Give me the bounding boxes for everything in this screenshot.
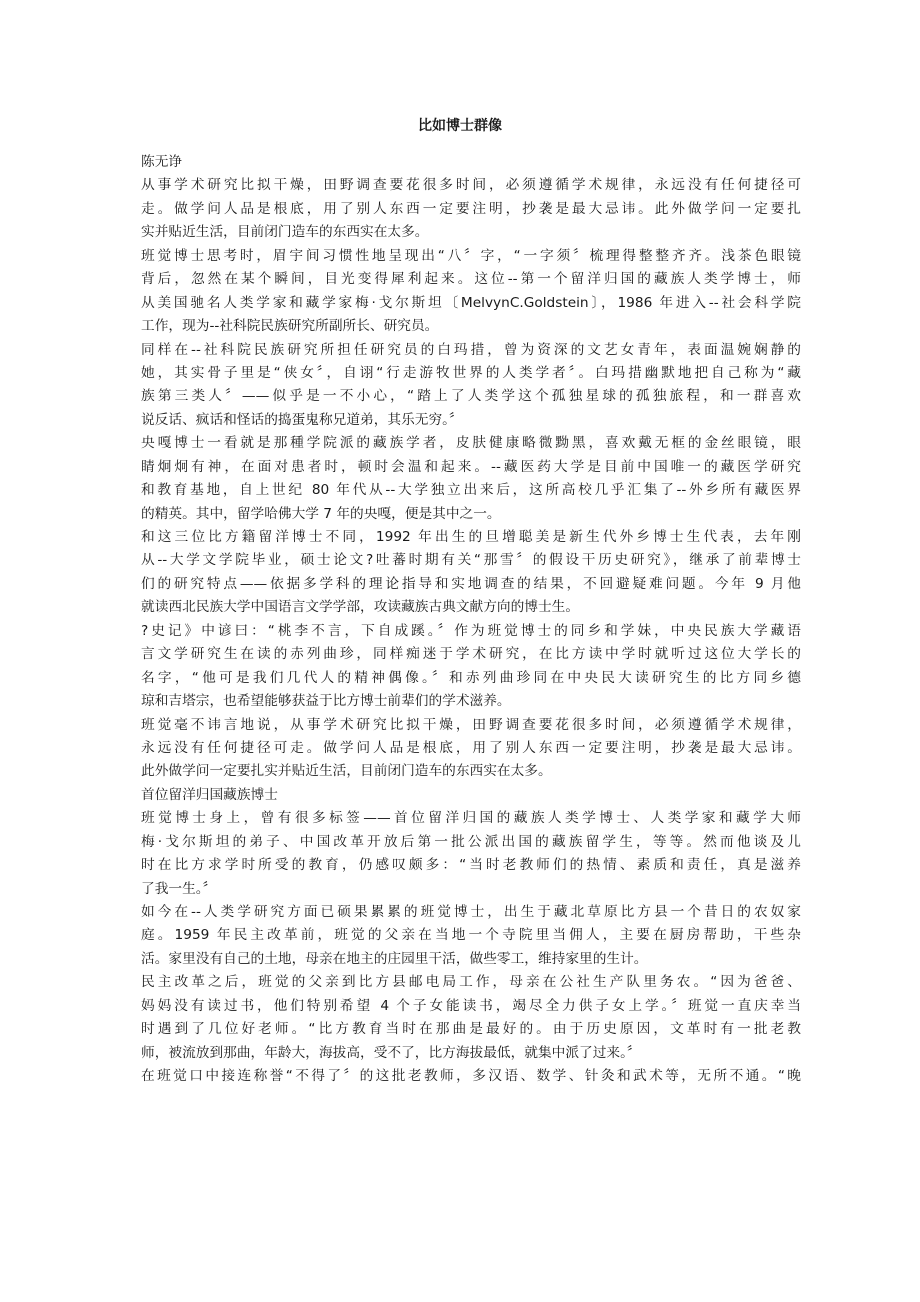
paragraph-line: 从美国驰名人类学家和藏学家梅·戈尔斯坦〔MelvynC.Goldstein〕，1986 年进入--社会科学院 (141, 294, 801, 311)
paragraph-line: 班觉毫不讳言地说，从事学术研究比拟干燥，田野调查要花很多时间，必须遵循学术规律， (141, 716, 801, 733)
paragraph-line: 班觉博士思考时，眉宇间习惯性地呈现出“八〞字，“一字须〞梳理得整整齐齐。浅茶色眼镜 (141, 247, 801, 264)
paragraph-line: 从事学术研究比拟干燥，田野调查要花很多时间，必须遵循学术规律，永远没有任何捷径可 (141, 177, 801, 194)
paragraph-line: 睛炯炯有神，在面对患者时，顿时会温和起来。--藏医药大学是目前中国唯一的藏医学研究 (141, 458, 801, 475)
paragraph-line: 说反话、疯话和怪话的捣蛋鬼称兄道弟，其乐无穷。〞 (141, 411, 463, 428)
paragraph-line: ?史记》中谚曰：“桃李不言，下自成蹊。〞作为班觉博士的同乡和学妹，中央民族大学藏语 (141, 622, 801, 639)
paragraph-line: 名字，“他可是我们几代人的精神偶像。〞和赤列曲珍同在中央民大读研究生的比方同乡德 (141, 669, 801, 686)
paragraph-line: 庭。1959 年民主改革前，班觉的父亲在当地一个寺院里当佣人，主要在厨房帮助，干些杂 (141, 927, 801, 944)
paragraph-line: 背后，忽然在某个瞬间，目光变得犀利起来。这位--第一个留洋归国的藏族人类学博士，师 (141, 271, 801, 288)
paragraph-line: 活。家里没有自己的土地，母亲在地主的庄园里干活，做些零工，维持家里的生计。 (141, 950, 648, 967)
paragraph-line: 永远没有任何捷径可走。做学问人品是根底，用了别人东西一定要注明，抄袭是最大忌讳。 (141, 739, 801, 756)
paragraph-line: 工作，现为--社科院民族研究所副所长、研究员。 (141, 318, 439, 335)
paragraph-line: 琼和吉塔宗，也希望能够获益于比方博士前辈们的学术滋养。 (141, 693, 511, 710)
paragraph-line: 梅·戈尔斯坦的弟子、中国改革开放后第一批公派出国的藏族留学生，等等。然而他谈及儿 (141, 833, 801, 850)
author-line: 陈无诤 (141, 154, 183, 170)
paragraph-line: 的精英。其中，留学哈佛大学 7 年的央嘎，便是其中之一。 (141, 505, 501, 522)
paragraph-line: 走。做学问人品是根底，用了别人东西一定要注明，抄袭是最大忌讳。此外做学问一定要扎 (141, 200, 801, 217)
paragraph-line: 时在比方求学时所受的教育，仍感叹颇多：“当时老教师们的热情、素质和责任，真是滋养 (141, 857, 801, 874)
paragraph-line: 央嘎博士一看就是那種学院派的藏族学者，皮肤健康略微黝黑，喜欢戴无框的金丝眼镜，眼 (141, 435, 801, 452)
paragraph-line: 实并贴近生活，目前闭门造车的东西实在太多。 (141, 224, 429, 241)
paragraph-line: 时遇到了几位好老师。“比方教育当时在那曲是最好的。由于历史原因，文革时有一批老教 (141, 1021, 801, 1038)
document-body (141, 151, 801, 1089)
paragraph-line: 班觉博士身上，曾有很多标签——首位留洋归国的藏族人类学博士、人类学家和藏学大师 (141, 810, 801, 827)
paragraph-line: 和教育基地，自上世纪 80 年代从--大学独立出来后，这所高校几乎汇集了--外乡所有藏医界 (141, 482, 801, 499)
paragraph-line: 如今在--人类学研究方面已硕果累累的班觉博士，出生于藏北草原比方县一个昔日的农奴家 (141, 904, 801, 920)
paragraph-line: 族第三类人〞——似乎是一不小心，“踏上了人类学这个孤独星球的孤独旅程，和一群喜欢 (141, 388, 801, 405)
paragraph-line: 她，其实骨子里是“侠女〞，自诩“行走游牧世界的人类学者〞。白玛措幽默地把自己称为“藏 (141, 364, 801, 381)
paragraph-line: 言文学研究生在读的赤列曲珍，同样痴迷于学术研究，在比方读中学时就听过这位大学长的 (141, 646, 801, 663)
paragraph-line: 此外做学问一定要扎实并贴近生活，目前闭门造车的东西实在太多。 (141, 763, 552, 780)
paragraph-line: 妈妈没有读过书，他们特别希望 4 个子女能读书，竭尽全力供子女上学。〞班觉一直庆幸当 (141, 997, 801, 1014)
paragraph-line: 和这三位比方籍留洋博士不同，1992 年出生的旦增聪美是新生代外乡博士生代表，去年刚 (141, 529, 801, 545)
document-title: 比如博士群像 (418, 118, 502, 134)
paragraph-line: 师，被流放到那曲，年龄大，海拔高，受不了，比方海拔最低，就集中派了过来。〞 (141, 1044, 641, 1061)
paragraph-line: 就读西北民族大学中国语言文学学部，攻读藏族古典文献方向的博士生。 (141, 599, 580, 616)
paragraph-line: 同样在--社科院民族研究所担任研究员的白玛措，曾为资深的文艺女青年，表面温婉娴静的 (141, 341, 801, 358)
section-heading: 首位留洋归国藏族博士 (141, 786, 278, 803)
paragraph-line: 在班觉口中接连称誉“不得了〞的这批老教师，多汉语、数学、针灸和武术等，无所不通。“晚 (141, 1068, 801, 1085)
paragraph-line: 从--大学文学院毕业，硕士论文?吐蕃时期有关“那雪〞的假设干历史研究》，继承了前辈博士 (141, 552, 801, 569)
paragraph-line: 了我一生。〞 (141, 880, 217, 897)
paragraph-line: 们的研究特点——依据多学科的理论指导和实地调查的结果，不回避疑难问题。今年 9 月他 (141, 575, 801, 592)
paragraph-line: 民主改革之后，班觉的父亲到比方县邮电局工作，母亲在公社生产队里务农。“因为爸爸、 (141, 974, 801, 991)
